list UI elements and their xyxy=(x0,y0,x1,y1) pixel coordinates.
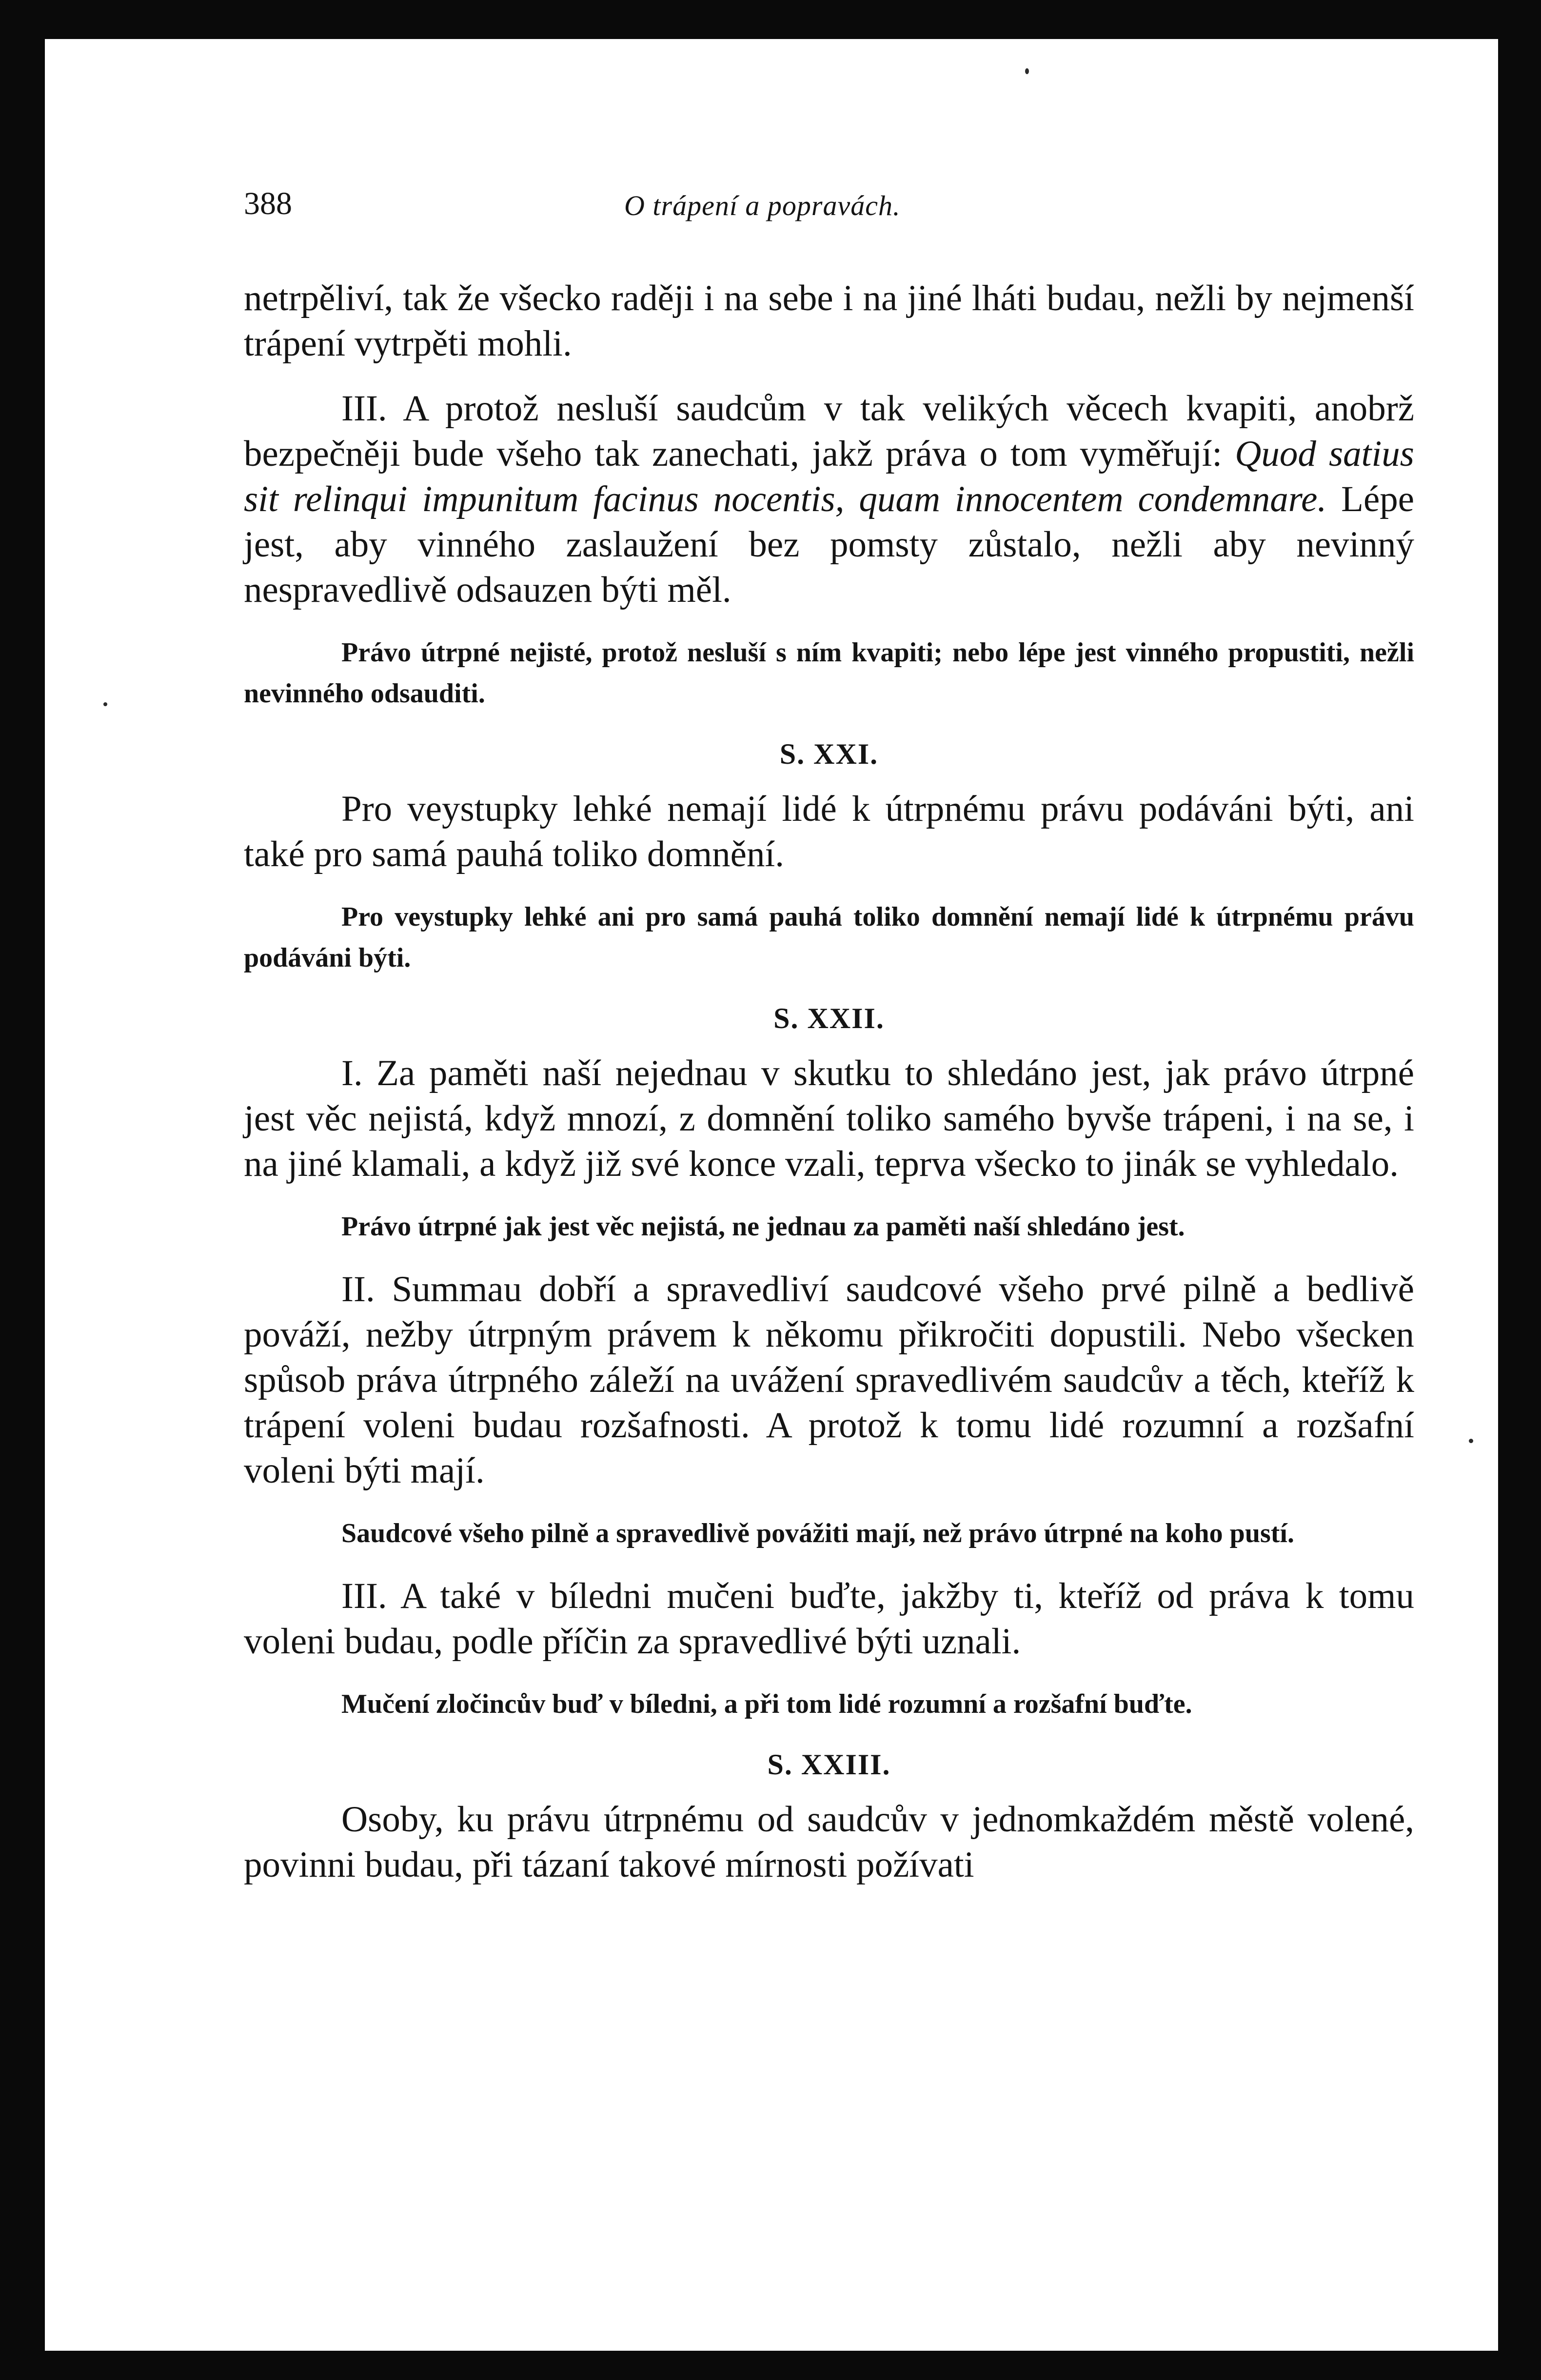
page-header xyxy=(244,185,1414,239)
marginal-summary: Právo útrpné nejisté, protož nesluší s ním kvapiti; nebo lépe jest vinného propustiti, nežli nevinného odsauditi. xyxy=(244,637,1414,709)
book-page xyxy=(45,39,1498,2351)
page-speck xyxy=(1469,1439,1473,1443)
paragraph-iii-translation: Lépe jest, aby vinného zaslaužení bez pomsty zůstalo, nežli aby nevinný nespravedlivě odsauzen býti měl. xyxy=(244,479,1415,610)
latin-quote: Quod satius sit relinqui impunitum facinus nocentis, quam innocentem condemnare. xyxy=(244,434,1414,519)
section-paragraph: II. Summau dobří a spravedliví saudcové všeho prvé pilně a bedlivě pováží, nežby útrpným právem k někomu přikročiti dopustili. Nebo všecken spůsob práva útrpného záleží na uvážení spravedlivém saudcův a těch, kteříž k trápení voleni budau rozšafnosti. A protož k tomu lidé rozumní a rozšafní voleni býti mají. xyxy=(244,1269,1414,1491)
paragraph-iii xyxy=(244,386,1414,613)
section-paragraph: Osoby, ku právu útrpnému od saudcův v jednomkaždém městě volené, povinni budau, při tázaní takové mírnosti požívati xyxy=(244,1799,1414,1885)
page-number: 388 xyxy=(244,186,292,221)
section-heading: S. XXII. xyxy=(773,1002,885,1034)
section-heading: S. XXI. xyxy=(779,738,879,770)
marginal-summary: Právo útrpné jak jest věc nejistá, ne jednau za paměti naší shledáno jest. xyxy=(341,1211,1185,1242)
marginal-summary: Pro veystupky lehké ani pro samá pauhá toliko domnění nemají lidé k útrpnému právu podáváni býti. xyxy=(244,902,1414,973)
section-heading: S. XXIII. xyxy=(767,1748,891,1781)
page-body xyxy=(244,276,1414,1907)
running-head: O trápení a popravách. xyxy=(624,190,901,221)
paragraph-continuation: netrpěliví, tak že všecko raději i na sebe i na jiné lháti budau, nežli by nejmenší trápení vytrpěti mohli. xyxy=(244,278,1414,364)
page-speck xyxy=(1025,68,1029,74)
page-speck xyxy=(103,702,107,706)
marginal-summary: Mučení zločincův buď v bíledni, a při tom lidé rozumní a rozšafní buďte. xyxy=(341,1689,1192,1719)
paragraph-iii-text: III. A protož nesluší saudcům v tak velikých věcech kvapiti, anobrž bezpečněji bude všeho tak zanechati, jakž práva o tom vyměřují: xyxy=(244,388,1414,474)
section-paragraph: I. Za paměti naší nejednau v skutku to shledáno jest, jak právo útrpné jest věc nejistá, když mnozí, z domnění toliko samého byvše trápeni, i na se, i na jiné klamali, a když již své konce vzali, teprva všecko to jinák se vyhledalo. xyxy=(244,1053,1414,1184)
section-paragraph: III. A také v bíledni mučeni buďte, jakžby ti, kteříž od práva k tomu voleni budau, podle příčin za spravedlivé býti uznali. xyxy=(244,1576,1414,1662)
marginal-summary: Saudcové všeho pilně a spravedlivě povážiti mají, než právo útrpné na koho pustí. xyxy=(341,1518,1294,1548)
section-paragraph: Pro veystupky lehké nemají lidé k útrpnému právu podáváni býti, ani také pro samá pauhá toliko domnění. xyxy=(244,789,1414,874)
